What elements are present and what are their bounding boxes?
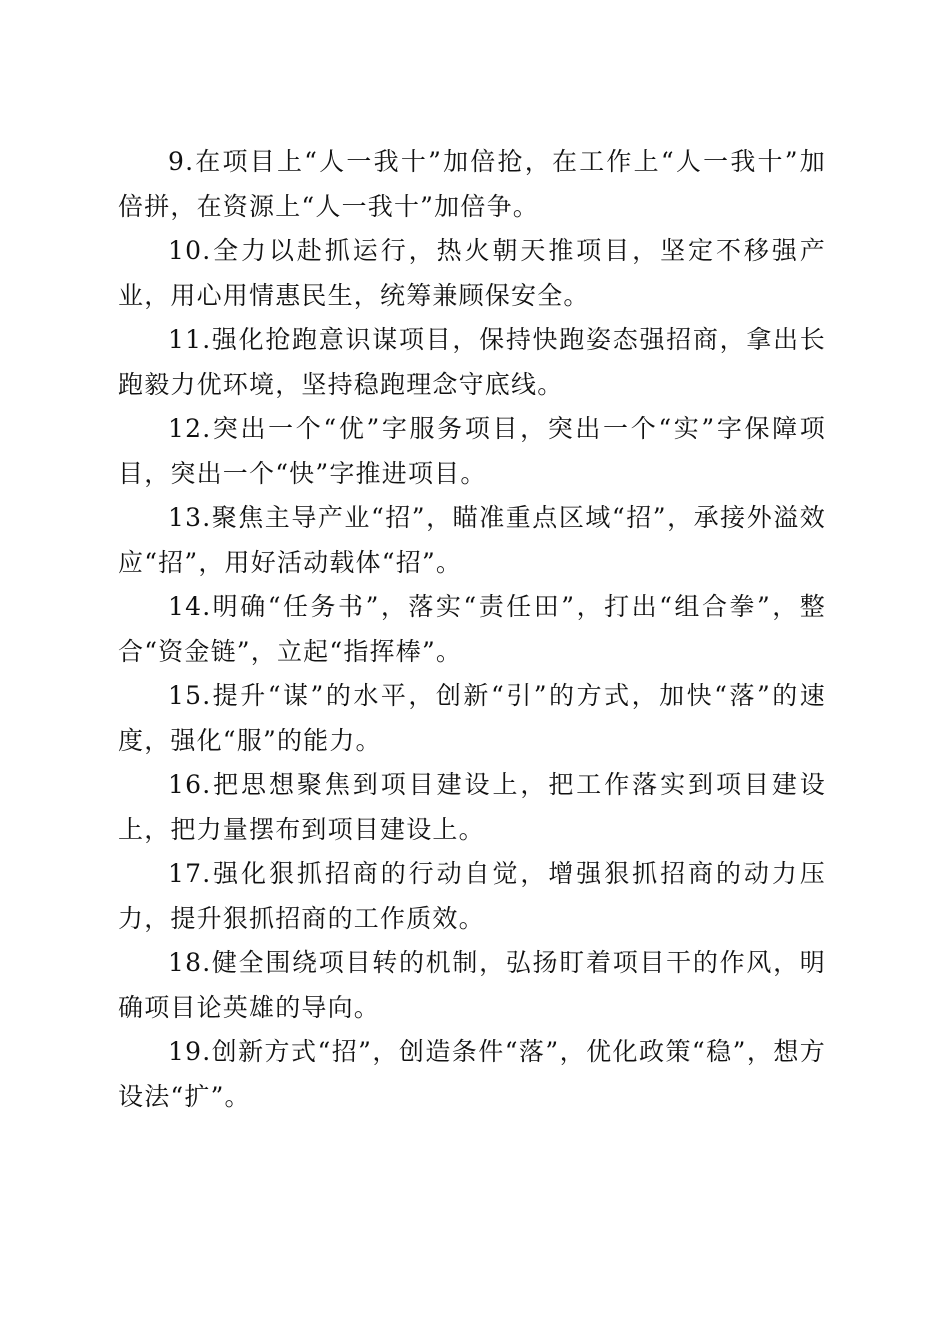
paragraph-15: 15.提升“谋”的水平，创新“引”的方式，加快“落”的速度，强化“服”的能力。 bbox=[118, 681, 826, 755]
paragraph-12: 12.突出一个“优”字服务项目，突出一个“实”字保障项目，突出一个“快”字推进项目。 bbox=[118, 414, 826, 488]
paragraph-17: 17.强化狠抓招商的行动自觉，增强狠抓招商的动力压力，提升狠抓招商的工作质效。 bbox=[118, 859, 826, 933]
paragraph-19: 19.创新方式“招”，创造条件“落”，优化政策“稳”，想方设法“扩”。 bbox=[118, 1037, 826, 1111]
paragraph-10: 10.全力以赴抓运行，热火朝天推项目，坚定不移强产业，用心用情惠民生，统筹兼顾保安全。 bbox=[118, 236, 826, 310]
paragraph-18: 18.健全围绕项目转的机制，弘扬盯着项目干的作风，明确项目论英雄的导向。 bbox=[118, 948, 826, 1022]
document-body bbox=[118, 140, 826, 1119]
paragraph-13: 13.聚焦主导产业“招”，瞄准重点区域“招”，承接外溢效应“招”，用好活动载体“招”。 bbox=[118, 503, 826, 577]
paragraph-9: 9.在项目上“人一我十”加倍抢，在工作上“人一我十”加倍拼，在资源上“人一我十”加倍争。 bbox=[118, 147, 826, 221]
paragraph-14: 14.明确“任务书”，落实“责任田”，打出“组合拳”，整合“资金链”，立起“指挥棒”。 bbox=[118, 592, 826, 666]
paragraph-11: 11.强化抢跑意识谋项目，保持快跑姿态强招商，拿出长跑毅力优环境，坚持稳跑理念守底线。 bbox=[118, 325, 826, 399]
paragraph-16: 16.把思想聚焦到项目建设上，把工作落实到项目建设上，把力量摆布到项目建设上。 bbox=[118, 770, 826, 844]
